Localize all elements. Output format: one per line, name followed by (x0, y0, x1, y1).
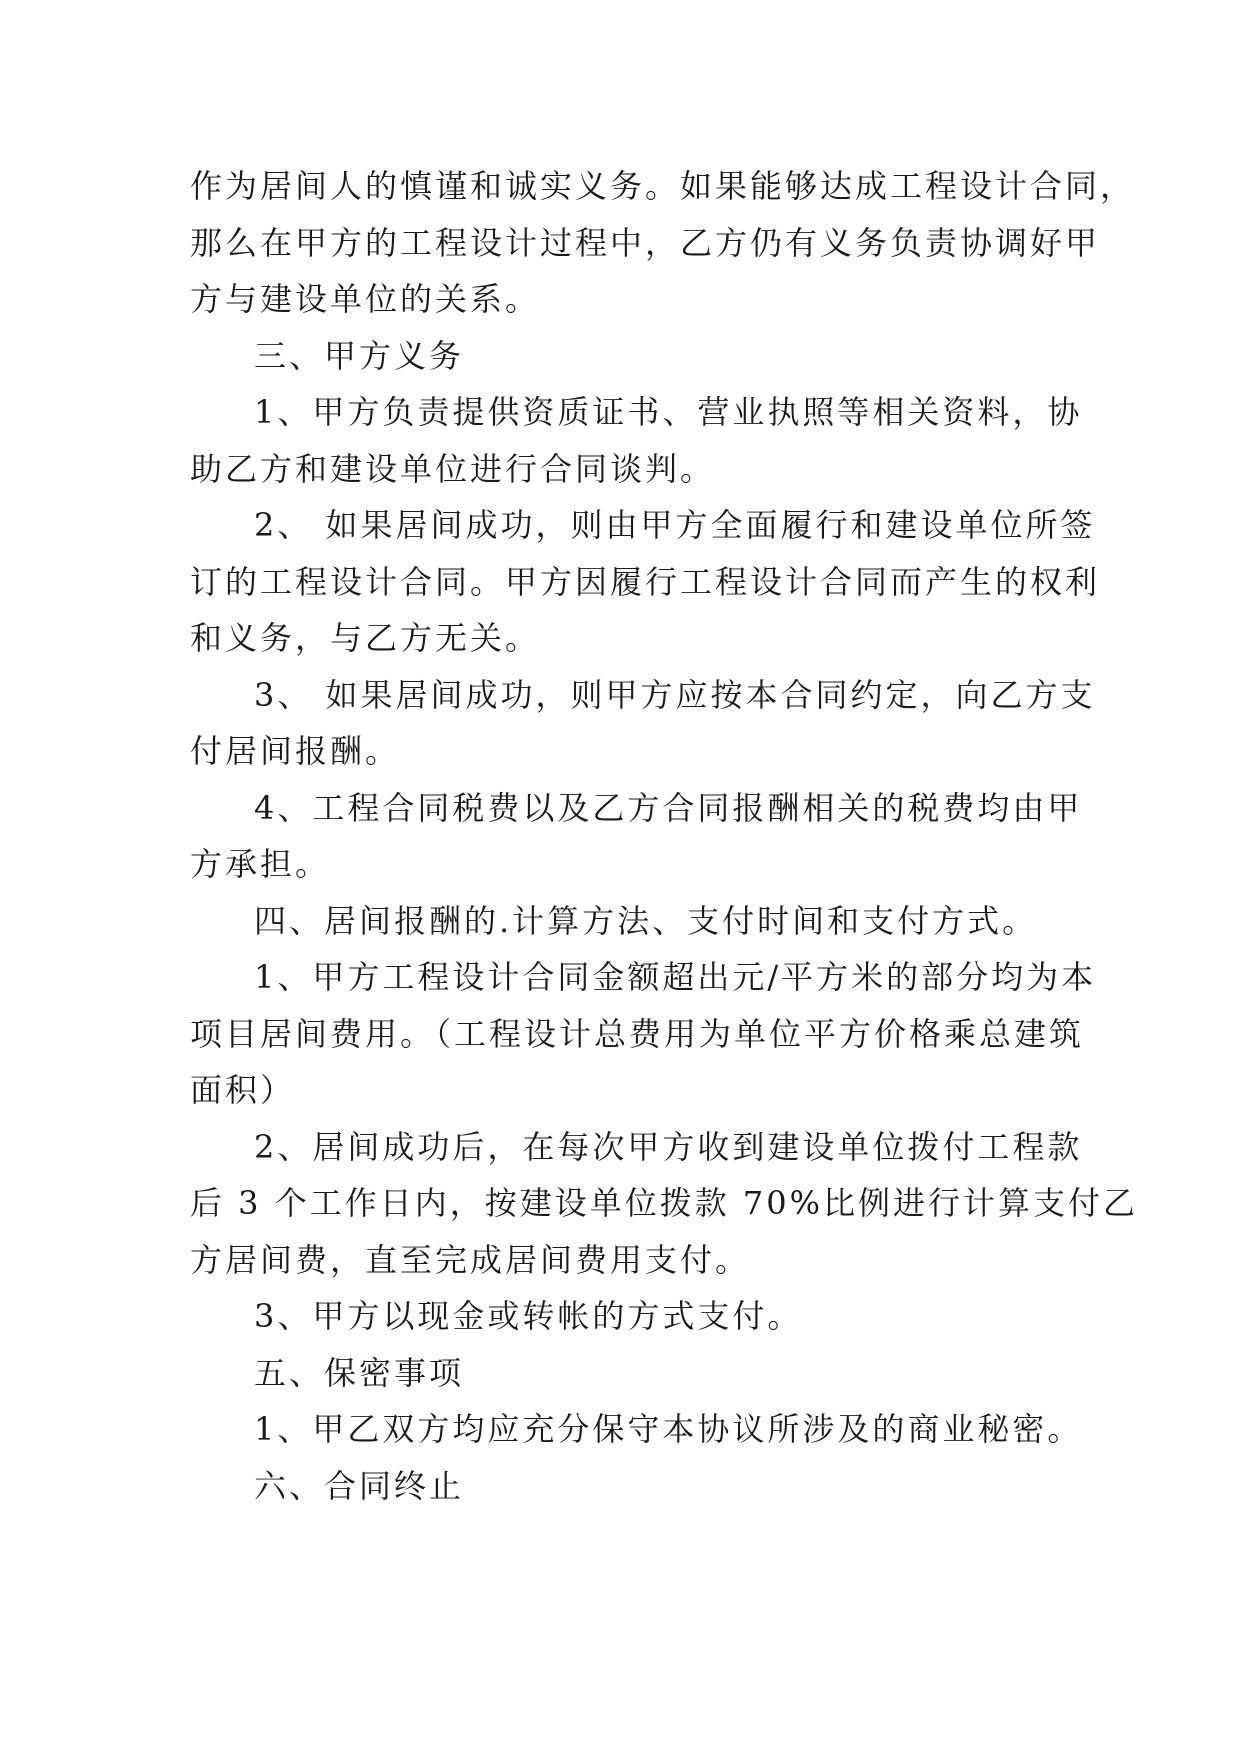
text-line-12: 4、工程合同税费以及乙方合同报酬相关的税费均由甲 (254, 788, 1083, 827)
text-line-7: 2、 如果居间成功，则由甲方全面履行和建设单位所签 (254, 506, 1096, 544)
text-line-1: 作为居间人的慎谨和诚实义务。如果能够达成工程设计合同， (190, 167, 1136, 205)
text-line-17: 面积） (190, 1071, 296, 1109)
text-line-20: 方居间费，直至完成居间费用支付。 (190, 1240, 751, 1279)
text-line-13: 方承担。 (190, 845, 331, 883)
section-heading-5: 五、保密事项 (254, 1353, 465, 1392)
text-line-19: 后 3 个工作日内，按建设单位拨款 70%比例进行计算支付乙 (190, 1184, 1139, 1222)
text-line-5: 1、甲方负责提供资质证书、营业执照等相关资料，协 (254, 393, 1083, 431)
text-line-15: 1、甲方工程设计合同金额超出元/平方米的部分均为本 (254, 958, 1097, 996)
text-line-18: 2、居间成功后，在每次甲方收到建设单位拨付工程款 (254, 1127, 1083, 1166)
text-line-23: 1、甲乙双方均应充分保守本协议所涉及的商业秘密。 (254, 1410, 1083, 1448)
text-line-6: 助乙方和建设单位进行合同谈判。 (190, 449, 716, 488)
text-line-2: 那么在甲方的工程设计过程中，乙方仍有义务负责协调好甲 (190, 223, 1101, 262)
section-heading-6: 六、合同终止 (254, 1466, 465, 1505)
text-line-8: 订的工程设计合同。甲方因履行工程设计合同而产生的权利 (190, 562, 1101, 601)
section-heading-4: 四、居间报酬的.计算方法、支付时间和支付方式。 (254, 901, 1038, 940)
text-line-9: 和义务，与乙方无关。 (190, 619, 541, 657)
text-line-21: 3、甲方以现金或转帐的方式支付。 (254, 1297, 803, 1335)
text-line-11: 付居间报酬。 (190, 732, 401, 770)
section-heading-3: 三、甲方义务 (254, 336, 465, 375)
text-line-10: 3、 如果居间成功，则甲方应按本合同约定，向乙方支 (254, 675, 1096, 714)
document-body (190, 158, 1139, 1514)
text-line-16: 项目居间费用。（工程设计总费用为单位平方价格乘总建筑 (190, 1014, 1085, 1053)
text-line-3: 方与建设单位的关系。 (190, 280, 541, 318)
